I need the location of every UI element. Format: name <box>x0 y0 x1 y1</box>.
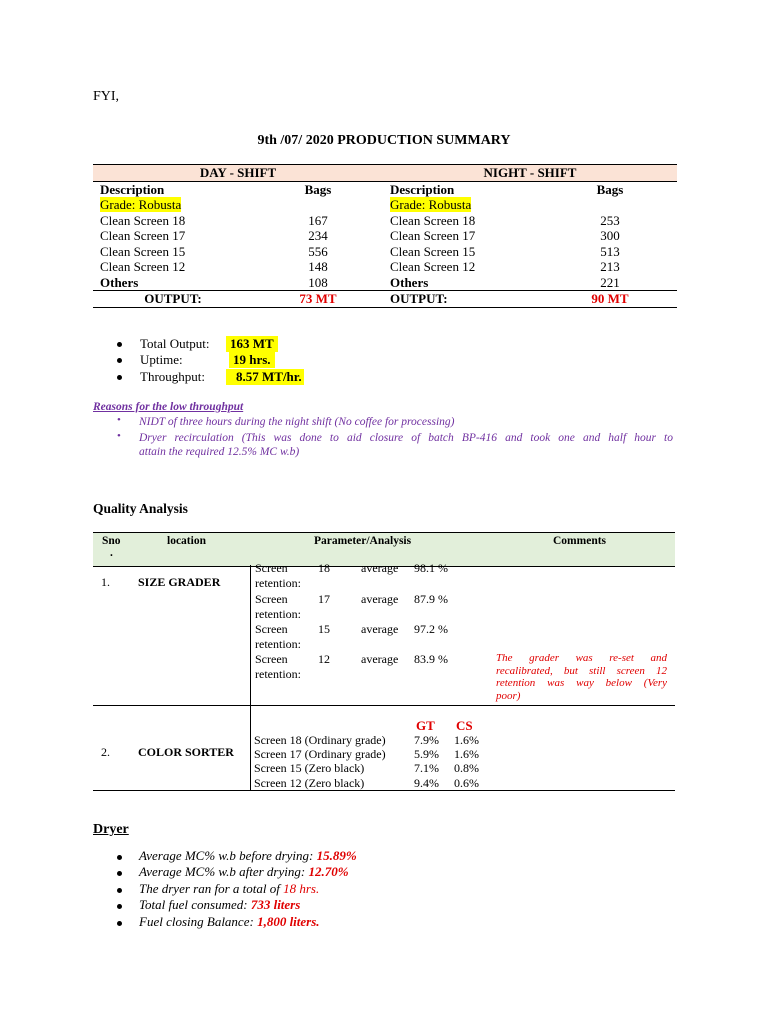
dryer-label: Total fuel consumed: <box>139 897 248 912</box>
row-label: Clean Screen 17 <box>100 228 186 243</box>
color-sorter-sno: 2. <box>101 745 110 759</box>
row-label: Clean Screen 15 <box>390 243 476 259</box>
average-label: average <box>361 592 399 606</box>
uptime-label: Uptime: <box>140 352 183 367</box>
retention-value: 97.2 % <box>414 622 448 636</box>
col-sno: Sno <box>102 535 121 547</box>
retention-label: retention: <box>255 667 301 681</box>
bullet-icon <box>117 921 122 926</box>
col-sno-continued: . <box>110 547 113 559</box>
dryer-label: Average MC% w.b before drying: <box>139 848 314 863</box>
grader-comment <box>496 652 667 702</box>
night-bags: 300 <box>600 228 620 243</box>
bullet-icon: • <box>117 430 121 442</box>
average-label: average <box>361 561 399 575</box>
screen-label: Screen <box>255 622 288 636</box>
screen-number: 18 <box>318 561 330 575</box>
comment-line: poor) <box>496 689 521 702</box>
col-comments: Comments <box>553 535 607 547</box>
night-bags: 513 <box>600 243 620 259</box>
table-row <box>93 244 677 260</box>
retention-value: 87.9 % <box>414 592 448 606</box>
divider <box>250 565 251 705</box>
uptime-value: 19 hrs. <box>229 352 275 368</box>
reasons-heading: Reasons for the low throughput <box>93 401 244 413</box>
output-label: OUTPUT: <box>383 291 543 308</box>
dryer-label: Fuel closing Balance: <box>139 914 254 929</box>
dryer-item <box>139 914 320 930</box>
day-bags: 556 <box>308 243 328 259</box>
bullet-icon <box>117 888 122 893</box>
col-location: location <box>167 535 206 547</box>
bullet-icon <box>117 375 122 380</box>
row-label: Clean Screen 15 <box>100 243 186 259</box>
col-cs: CS <box>456 718 473 733</box>
grade-label: Grade: Robusta <box>100 197 182 212</box>
bullet-icon <box>117 904 122 909</box>
dryer-item <box>139 897 300 913</box>
cs-value: 1.6% <box>454 733 479 747</box>
col-description: Description <box>100 181 165 197</box>
comment-line: recalibrated, but still screen 12 <box>496 664 667 677</box>
col-bags: Bags <box>304 181 332 197</box>
screen-label: Screen <box>255 652 288 666</box>
others-label: Others <box>390 274 429 290</box>
screen-label: Screen 18 (Ordinary grade) <box>254 733 386 747</box>
night-bags: 213 <box>600 259 620 274</box>
row-label: Clean Screen 18 <box>100 212 186 228</box>
dryer-value: 12.70% <box>308 864 349 879</box>
reason-item: NIDT of three hours during the night shift (No coffee for processing) <box>139 416 455 428</box>
total-output-label: Total Output: <box>140 336 210 351</box>
col-gt: GT <box>416 718 435 733</box>
comment-line: retention was way below (Very <box>496 677 667 689</box>
greeting: FYI, <box>93 89 120 104</box>
col-bags: Bags <box>596 181 624 197</box>
day-bags: 108 <box>308 274 328 290</box>
production-table <box>93 164 677 308</box>
retention-value: 83.9 % <box>414 652 448 666</box>
row-label: Clean Screen 17 <box>390 228 476 243</box>
reason-item: Dryer recirculation (This was done to aid closure of batch BP-416 and took one and half hour to <box>139 432 673 444</box>
bullet-icon <box>117 342 122 347</box>
average-label: average <box>361 622 399 636</box>
size-grader-location: SIZE GRADER <box>138 575 221 589</box>
dryer-item <box>139 864 349 880</box>
day-shift-header: DAY - SHIFT <box>93 165 383 182</box>
others-label: Others <box>100 274 139 290</box>
others-row <box>93 275 677 291</box>
dryer-item <box>139 848 357 864</box>
table-row <box>93 213 677 229</box>
screen-label: Screen <box>255 592 288 606</box>
quality-heading: Quality Analysis <box>93 501 188 516</box>
retention-label: retention: <box>255 637 301 651</box>
dryer-value: 18 hrs. <box>283 881 320 896</box>
size-grader-sno: 1. <box>101 575 110 589</box>
average-label: average <box>361 652 399 666</box>
row-label: Clean Screen 12 <box>100 259 186 274</box>
output-row <box>93 291 677 308</box>
divider <box>250 706 251 790</box>
night-output: 90 MT <box>543 291 677 308</box>
bullet-icon <box>117 855 122 860</box>
dryer-value: 15.89% <box>316 848 357 863</box>
table-row <box>93 228 677 244</box>
page-title: 9th /07/ 2020 PRODUCTION SUMMARY <box>257 133 511 148</box>
screen-label: Screen 12 (Zero black) <box>254 776 365 790</box>
dryer-value: 1,800 liters. <box>257 914 320 929</box>
screen-number: 15 <box>318 622 330 636</box>
night-bags: 221 <box>600 274 620 290</box>
color-sorter-location: COLOR SORTER <box>138 745 234 759</box>
total-output-value: 163 MT <box>226 336 278 352</box>
col-parameter: Parameter/Analysis <box>314 535 412 547</box>
retention-label: retention: <box>255 576 301 590</box>
screen-label: Screen 15 (Zero black) <box>254 761 365 775</box>
day-output: 73 MT <box>253 291 383 308</box>
dryer-heading: Dryer <box>93 822 129 837</box>
screen-label: Screen 17 (Ordinary grade) <box>254 747 386 761</box>
cs-value: 0.6% <box>454 776 479 790</box>
throughput-label: Throughput: <box>140 369 205 384</box>
day-bags: 234 <box>308 228 328 243</box>
retention-value: 98.1 % <box>414 561 448 575</box>
dryer-label: The dryer ran for a total of <box>139 881 280 896</box>
screen-number: 12 <box>318 652 330 666</box>
gt-value: 7.9% <box>414 733 439 747</box>
bullet-icon: • <box>117 414 121 426</box>
day-bags: 167 <box>308 212 328 228</box>
col-description: Description <box>390 181 455 197</box>
gt-value: 5.9% <box>414 747 439 761</box>
cs-value: 0.8% <box>454 761 479 775</box>
cs-value: 1.6% <box>454 747 479 761</box>
output-label: OUTPUT: <box>93 291 253 308</box>
night-shift-header: NIGHT - SHIFT <box>383 165 677 182</box>
night-bags: 253 <box>600 212 620 228</box>
table-row <box>93 259 677 275</box>
comment-line: The grader was re-set and <box>496 652 667 664</box>
screen-label: Screen <box>255 561 288 575</box>
section-divider <box>93 790 675 791</box>
reason-item-continued: attain the required 12.5% MC w.b) <box>139 446 300 458</box>
dryer-item <box>139 881 319 897</box>
gt-value: 9.4% <box>414 776 439 790</box>
row-label: Clean Screen 12 <box>390 259 476 274</box>
bullet-icon <box>117 358 122 363</box>
day-bags: 148 <box>308 259 328 274</box>
dryer-label: Average MC% w.b after drying: <box>139 864 306 879</box>
grade-label: Grade: Robusta <box>390 197 472 212</box>
section-divider <box>93 705 675 706</box>
row-label: Clean Screen 18 <box>390 212 476 228</box>
dryer-value: 733 liters <box>250 897 301 912</box>
gt-value: 7.1% <box>414 761 439 775</box>
retention-label: retention: <box>255 607 301 621</box>
bullet-icon <box>117 871 122 876</box>
throughput-value: 8.57 MT/hr. <box>226 369 304 385</box>
screen-number: 17 <box>318 592 330 606</box>
